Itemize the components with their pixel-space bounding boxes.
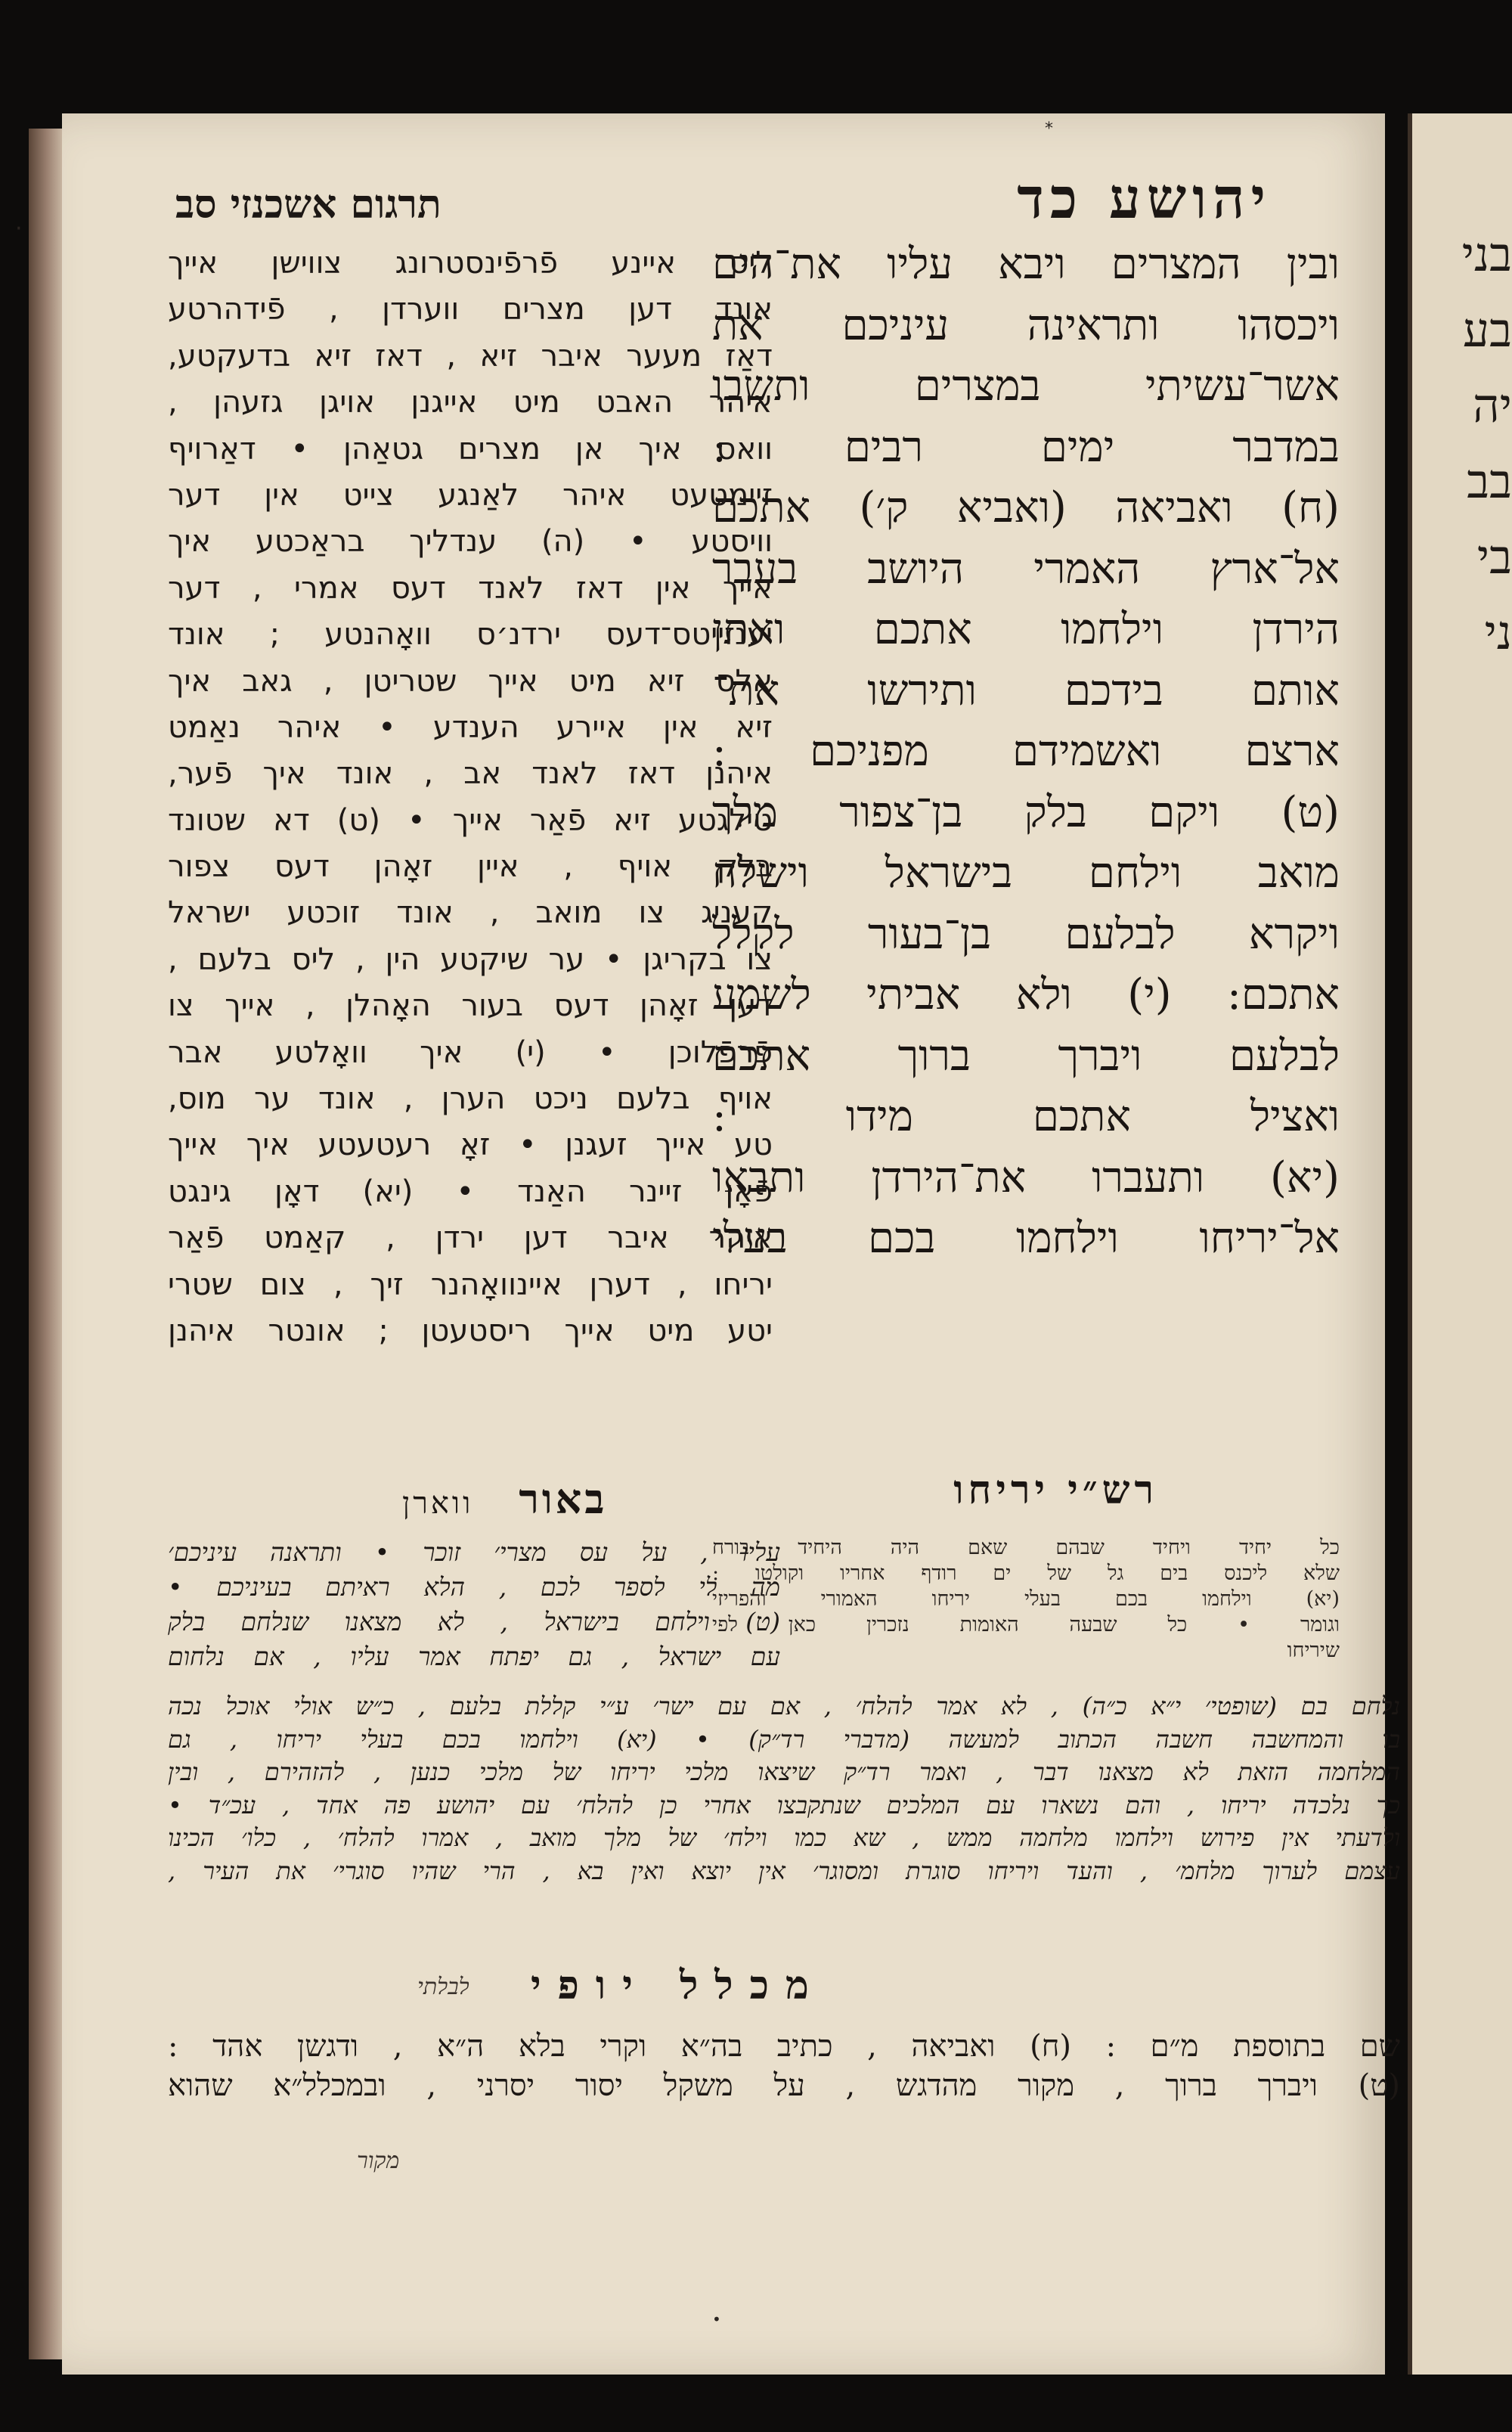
yiddish-line: איהנן דאז לאנד אב , אונד איך פֿער, (168, 756, 773, 792)
catchword-upper: לבלתי (417, 1974, 469, 2000)
yiddish-line: ליס איינע פֿרפֿינסטרונג צווישן אייך (168, 246, 773, 281)
yiddish-line: אלס זיא מיט אייך שטריטן , גאב איך (168, 663, 773, 699)
hebrew-line: (יא) ותעברו את־הירדן ותבאו (712, 1152, 1340, 1202)
rashi-line: שלא ליכנס בים גל של ים רודף אחריו וקולטו : (712, 1562, 1340, 1585)
yiddish-line: איהר איבר דען ירדן , קאַמט פֿאַר (168, 1221, 773, 1256)
biur-catchword: ווארן (402, 1486, 474, 1521)
mikhlol-yofi-heading: מכלל יופי (531, 1962, 826, 2009)
mikhlol-line: (ט) ויברך ברוך , מקור מהדגש , על משקל יסור יסרני , ובמכלל״א שהוא (168, 2068, 1400, 2103)
yiddish-line: איהר האבט מיט אייגנן אויגן גזעהן , (168, 385, 773, 420)
yiddish-line: טע אייך זעגנן • זאָ רעטעטע איך אייך (168, 1128, 773, 1163)
yiddish-line: צו בקריגן • ער שיקטע הין , ליס בלעם , (168, 941, 773, 977)
yiddish-line: וויסטע • (ה) ענדליך בראַכטע איך (168, 524, 773, 560)
biur-line: (ט) וילחם בישראל , לא מצאנו שנלחם בלק (168, 1607, 780, 1636)
biur-line: עליו , על עס מצרי׳ זוכר • ותראנה עיניכם׳ (168, 1537, 780, 1567)
yiddish-line: וואס איך אן מצרים גטאַהן • דאַרויף (168, 431, 773, 467)
yiddish-translation-column (168, 240, 773, 1354)
hebrew-line: אשר־עשיתי במצרים ותשבו (712, 361, 1340, 411)
running-head-targum: תרגום אשכנזי סב (175, 181, 442, 228)
hebrew-line: (ט) ויקם בלק בן־צפור מלך (712, 787, 1340, 837)
rashi-line: (יא) וילחמו בכם בעלי יריחו האמורי והפריזי (712, 1587, 1340, 1611)
rashi-line: שיריחו (1287, 1639, 1340, 1662)
yiddish-line: בלק אויף , איין זאָהן דעס צפור (168, 849, 773, 885)
rashi-line: כל יחיד ויחיד שבהם שאם היה היחיד בורח (712, 1536, 1340, 1559)
rashi-commentary (712, 1535, 1340, 1664)
facing-text: ני (1484, 605, 1512, 660)
mikhlol-yofi-text (168, 2027, 1400, 2105)
yiddish-line: פֿאָן זיינר האַנד • (יא) דאָן גינגט (168, 1174, 773, 1209)
rashi-line: וגומר • כל שבעה האומות נזכרין כאן לפי (712, 1613, 1340, 1636)
hebrew-line: אתכם: (י) ולא אביתי לשמע (712, 970, 1340, 1019)
hebrew-line: אותם בידכם ותירשו את־ (712, 665, 1340, 715)
book-page (62, 113, 1400, 2375)
yiddish-line: יענזייטס־דעס ירדנ׳ס וואָהנטע ; אונד (168, 617, 773, 653)
commentary-line: עצמם לערוך מלחמ׳ , והעד ויריחו סוגרת ומסוגר׳ אין יוצא ואין בא , הרי שהיו סוגרי׳ את העיר , (168, 1856, 1400, 1885)
hebrew-line: אל־ארץ האמרי היושב בעבר (712, 544, 1340, 594)
facing-text: בב (1467, 454, 1512, 509)
biur-heading-title: באור (519, 1475, 608, 1523)
catchword-lower: מקור (357, 2148, 400, 2174)
yiddish-line: זיא אין איירע הענדע • איהר נאַמט (168, 709, 773, 745)
commentary-line: נלחם בם (שופטי׳ י״א כ״ה) , לא אמר להלח׳ , אם עם ישר׳ ע״י קללת בלעם , כ״ש אולי אוכל נכה (168, 1692, 1400, 1720)
commentary-line: כך נלכדה יריחו , והם נשארו עם המלכים שנתקבצו אחרי כן להלח׳ עם יהושע פה אחד , עכ״ד • (168, 1790, 1400, 1819)
page-dot: • (712, 2310, 721, 2328)
hebrew-line: (ח) ואביאה (ואביא ק׳) אתכם (712, 483, 1340, 532)
yiddish-line: יטע מיט אייך ריסטעטן ; אונטר איהנן (168, 1313, 773, 1348)
running-head-hebrew: יהושע כד (1017, 166, 1272, 231)
facing-text: בע (1463, 302, 1512, 358)
hebrew-line: במדבר ימים רבים : (712, 422, 1340, 472)
biur-line: עם ישראל , גם יפתח אמר עליו , אם נלחום (168, 1642, 780, 1671)
hebrew-line: ובין המצרים ויבא עליו את־הים (712, 240, 1340, 289)
page-mark: * (1045, 119, 1053, 138)
yiddish-line: טילגטע זיא פֿאַר אייך • (ט) דא שטונד (168, 802, 773, 838)
hebrew-line: ויכסהו ותראינה עיניכם את (712, 300, 1340, 350)
commentary-line: בו והמחשבה חשבה הכתוב למעשה (מדברי רד״ק) • (יא) וילחמו בכם בעלי יריחו , גם (168, 1724, 1400, 1754)
facing-page (1408, 113, 1512, 2375)
facing-text: יה (1473, 378, 1512, 433)
margin-mark: · (15, 216, 23, 242)
yiddish-line: דאַז מעער איבר זיא , דאז זיא בדעקטע, (168, 338, 773, 374)
yiddish-line: קעניג צו מואב , אונד זוכטע ישראל (168, 895, 773, 931)
commentary-line: המלחמה הזאת לא מצאנו דבר , ואמר רד״ק שיצאו מלכי יריחו של מלכי כנען , להזהירם , ובין (168, 1757, 1400, 1786)
yiddish-line: אונד דען מצרים ווערדן , פֿידהרטע (168, 292, 773, 327)
commentary-line: ולדעתי אין פירוש וילחמו מלחמה ממש , שא כמו וילח׳ של מלך מואב , אמרו להלח׳ , כלו׳ הכינו (168, 1823, 1400, 1852)
yiddish-line: אייך אין דאז לאנד דעס אמרי , דער (168, 570, 773, 606)
biur-heading (402, 1475, 607, 1523)
yiddish-line: אויף בלעם ניכט הערן , אונד ער מוס, (168, 1081, 773, 1117)
catchword (357, 2148, 399, 2174)
mikhlol-line: שם בתוספת מ״ם : (ח) ואביאה , כתיב בה״א וקרי בלא ה״א , ודגשן אהד : (168, 2029, 1400, 2064)
yiddish-line: דען זאָהן דעס בעור האָהלן , אייך צו (168, 988, 773, 1024)
biur-line: מה לי לספר לכם , הלא ראיתם בעיניכם • (168, 1572, 780, 1602)
hebrew-line: ארצם ואשמידם מפניכם : (712, 727, 1340, 776)
facing-text: בי (1476, 529, 1512, 585)
hebrew-line: ויקרא לבלעם בן־בעור לקלל (712, 909, 1340, 959)
hebrew-line: לבלעם ויברך ברוך אתכם (712, 1031, 1340, 1081)
facing-text: בני (1461, 227, 1512, 282)
rashi-heading: רש״י יריחו (953, 1467, 1158, 1513)
hebrew-line: הירדן וילחמו אתכם ואתן (712, 605, 1340, 654)
hebrew-text-column (712, 234, 1340, 1270)
hebrew-line: אל־יריחו וילחמו בכם בעלי (712, 1214, 1340, 1263)
biur-commentary (168, 1535, 780, 1674)
hebrew-line: ואציל אתכם מידו : (712, 1092, 1340, 1141)
yiddish-line: זיימטעט איהר לאַנגע צייט אין דער (168, 477, 773, 513)
commentary-full-width (168, 1690, 1400, 1888)
yiddish-line: פֿרפֿלוכן • (י) איך וואָלטע אבר (168, 1035, 773, 1070)
hebrew-line: מואב וילחם בישראל וישלח (712, 848, 1340, 898)
yiddish-line: יריחו , דערן איינוואָהנר זיך , צום שטרי (168, 1267, 773, 1302)
